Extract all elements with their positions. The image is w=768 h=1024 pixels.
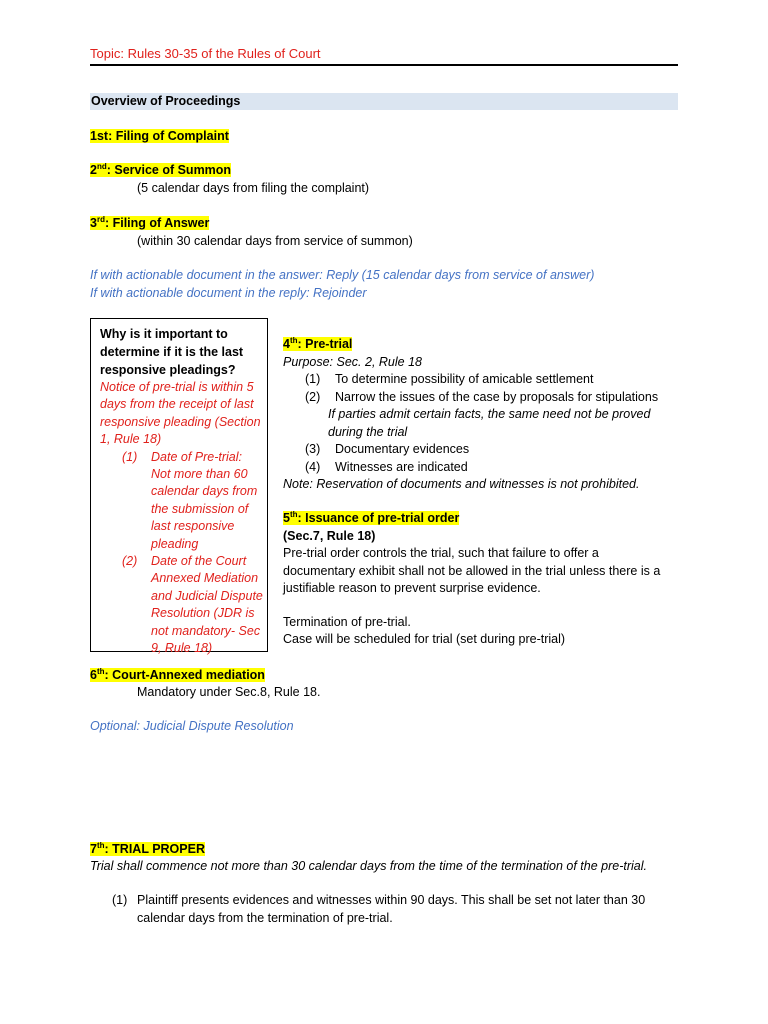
page-title: Topic: Rules 30-35 of the Rules of Court bbox=[90, 46, 321, 61]
step1-heading bbox=[90, 128, 229, 146]
sidebox-notice-line: 1, Rule 18) bbox=[100, 432, 162, 447]
step5-number: 5 bbox=[283, 511, 290, 525]
sidebox-notice-line: Notice of pre-trial is within 5 bbox=[100, 380, 254, 394]
step6-ordinal: th bbox=[96, 666, 105, 676]
step7-item-number: (1) bbox=[112, 893, 128, 907]
step7-item-line: Plaintiff presents evidences and witnesses within 90 days. This shall be set not later than 30 bbox=[137, 893, 646, 907]
step6-detail: Mandatory under Sec.8, Rule 18. bbox=[137, 685, 321, 699]
sidebox-item-line: Date of Pre-trial: bbox=[151, 449, 243, 464]
termination-title: Termination of pre-trial. bbox=[283, 615, 411, 629]
step4-purpose: Purpose: Sec. 2, Rule 18 bbox=[283, 355, 422, 369]
sidebox-item-line: 9, Rule 18) bbox=[151, 641, 213, 656]
title-divider bbox=[90, 64, 678, 66]
sidebox-item-line: Date of the Court bbox=[151, 554, 247, 569]
reply-note: If with actionable document in the answer: Reply (15 calendar days from service of answer) bbox=[90, 268, 595, 282]
step7-number: 7 bbox=[90, 842, 97, 856]
rejoinder-note: If with actionable document in the reply: Rejoinder bbox=[90, 286, 367, 300]
step5-reference: (Sec.7, Rule 18) bbox=[283, 529, 376, 543]
step3-ordinal: rd bbox=[96, 214, 105, 224]
sidebox-item-line: Annexed Mediation bbox=[151, 571, 259, 586]
step6-number: 6 bbox=[90, 668, 97, 682]
step4-note: Note: Reservation of documents and witnesses is not prohibited. bbox=[283, 477, 640, 491]
step4-item-text: Narrow the issues of the case by proposals for stipulations bbox=[335, 389, 659, 404]
step5-body-line: Pre-trial order controls the trial, such that failure to offer a bbox=[283, 546, 599, 560]
sidebox-list-item bbox=[122, 449, 267, 553]
step4-item-text: Witnesses are indicated bbox=[335, 459, 468, 474]
step4-ordinal: th bbox=[289, 335, 298, 345]
step3-label: : Filing of Answer bbox=[104, 216, 210, 230]
sidebox-item-line: calendar days from bbox=[151, 484, 258, 499]
step5-body-line: justifiable reason to prevent surprise evidence. bbox=[283, 581, 541, 595]
step6-heading bbox=[90, 667, 265, 685]
step2-label: : Service of Summon bbox=[106, 163, 232, 177]
step2-ordinal: nd bbox=[96, 161, 107, 171]
step4-list-item bbox=[305, 389, 658, 407]
step4-list-item bbox=[305, 459, 658, 477]
sidebox-item-line: pleading bbox=[151, 536, 199, 551]
step4-item-number: (3) bbox=[305, 442, 321, 456]
sidebox-item-line: not mandatory- Sec bbox=[151, 623, 261, 638]
sidebox-item-line: Not more than 60 bbox=[151, 467, 248, 482]
step1-label: 1st: Filing of Complaint bbox=[90, 129, 229, 143]
sidebox-list-item bbox=[122, 553, 267, 657]
optional-jdr-note: Optional: Judicial Dispute Resolution bbox=[90, 719, 294, 733]
step4-item-text: To determine possibility of amicable settlement bbox=[335, 372, 594, 386]
step4-list-item bbox=[305, 441, 658, 459]
step4-item-number: (4) bbox=[305, 459, 321, 474]
step2-detail: (5 calendar days from filing the complaint) bbox=[137, 181, 370, 195]
step7-list-item bbox=[112, 892, 645, 927]
step4-subnote-line: during the trial bbox=[328, 424, 408, 439]
step4-subnote-line: If parties admit certain facts, the same need not be proved bbox=[328, 407, 651, 421]
sidebox-item-line: last responsive bbox=[151, 519, 235, 534]
step5-heading bbox=[283, 510, 459, 528]
step4-item-text: Documentary evidences bbox=[335, 442, 470, 456]
step4-number: 4 bbox=[283, 337, 290, 351]
sidebox-item-line: Resolution (JDR is bbox=[151, 606, 255, 621]
section-heading-overview: Overview of Proceedings bbox=[91, 94, 241, 108]
step5-ordinal: th bbox=[289, 509, 298, 519]
step3-number: 3 bbox=[90, 216, 97, 230]
step3-heading bbox=[90, 215, 209, 233]
sidebox-notice-line: days from the receipt of last bbox=[100, 397, 254, 412]
step5-label: : Issuance of pre-trial order bbox=[297, 511, 460, 525]
step6-label: : Court-Annexed mediation bbox=[104, 668, 265, 682]
step7-ordinal: th bbox=[96, 840, 105, 850]
sidebox-item-number: (2) bbox=[122, 554, 138, 569]
step5-body-line: documentary exhibit shall not be allowed in the trial unless there is a bbox=[283, 564, 661, 578]
step4-list-item bbox=[305, 371, 658, 389]
step7-intro: Trial shall commence not more than 30 calendar days from the time of the termination of the pre-trial. bbox=[90, 859, 647, 873]
step7-item-line: calendar days from the termination of pre-trial. bbox=[137, 910, 393, 925]
step4-heading bbox=[283, 336, 352, 354]
sidebox-item-line: the submission of bbox=[151, 501, 249, 516]
step3-detail: (within 30 calendar days from service of summon) bbox=[137, 234, 413, 248]
termination-body: Case will be scheduled for trial (set during pre-trial) bbox=[283, 632, 566, 646]
sidebox-question-line: responsive pleadings? bbox=[100, 363, 236, 377]
sidebox-item-line: and Judicial Dispute bbox=[151, 588, 263, 603]
sidebox-notice-line: responsive pleading (Section bbox=[100, 414, 261, 429]
step7-heading bbox=[90, 841, 205, 859]
sidebox-item-number: (1) bbox=[122, 449, 138, 464]
step4-item-number: (2) bbox=[305, 389, 321, 404]
sidebox-question-line: determine if it is the last bbox=[100, 345, 244, 359]
step4-item-number: (1) bbox=[305, 372, 321, 386]
pleadings-sidebox bbox=[90, 318, 268, 656]
sidebox-question-line: Why is it important to bbox=[100, 327, 228, 341]
step4-list bbox=[305, 371, 658, 476]
step2-heading bbox=[90, 162, 231, 180]
step2-number: 2 bbox=[90, 163, 97, 177]
step4-label: : Pre-trial bbox=[297, 337, 353, 351]
step7-label: : TRIAL PROPER bbox=[104, 842, 205, 856]
